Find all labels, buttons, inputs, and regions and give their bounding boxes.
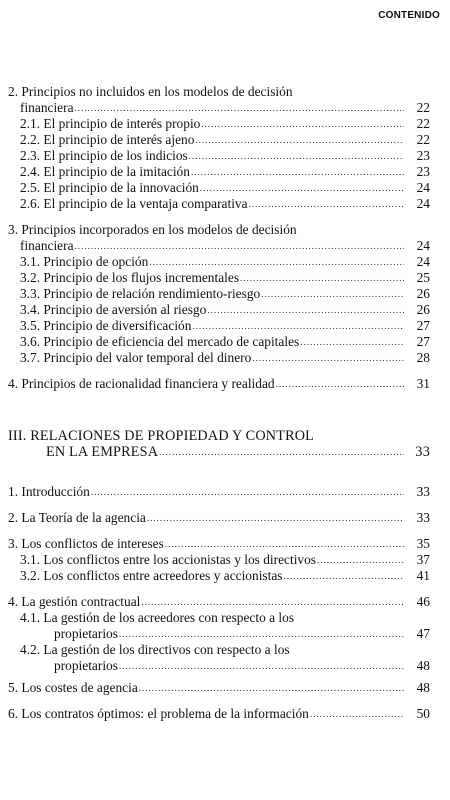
toc-entry-page-number: 24 <box>416 254 430 269</box>
toc-entry-title: financiera <box>20 238 74 253</box>
toc-entry-first-line: III. RELACIONES DE PROPIEDAD Y CONTROL <box>8 428 315 444</box>
dot-leader <box>252 350 404 366</box>
dot-leader <box>200 180 404 196</box>
toc-entry-title: 2.2. El principio de interés ajeno <box>20 132 195 147</box>
toc-entry-first-line: 4.1. La gestión de los acreedores con respecto a los <box>20 610 295 625</box>
toc-entry-title: 1. Introducción <box>8 484 90 499</box>
toc-entry-page-number: 24 <box>416 238 430 253</box>
dot-leader <box>207 302 404 318</box>
toc-entry-page-number: 33 <box>416 510 430 525</box>
toc-entry-title: 3.1. Principio de opción <box>20 254 149 269</box>
toc-entry-page-number: 33 <box>416 484 430 499</box>
dot-leader <box>276 376 404 392</box>
toc-entry-page-number: 28 <box>416 350 430 365</box>
toc-entry-title: propietarios <box>54 658 118 673</box>
toc-entry-page-number: 33 <box>415 444 430 460</box>
dot-leader <box>192 318 404 334</box>
toc-entry-title: 2.1. El principio de interés propio <box>20 116 201 131</box>
toc-entry-title: 4. Principios de racionalidad financiera y realidad <box>8 376 275 391</box>
dot-leader <box>310 706 404 722</box>
toc-entry-title: 3.3. Principio de relación rendimiento-riesgo <box>20 286 261 301</box>
toc-entry-title: 2.3. El principio de los indicios <box>20 148 188 163</box>
toc-entry-title: 3.5. Principio de diversificación <box>20 318 192 333</box>
dot-leader <box>240 270 404 286</box>
toc-entry-page-number: 47 <box>416 626 430 641</box>
dot-leader <box>119 626 404 642</box>
toc-entry-page-number: 27 <box>416 318 430 333</box>
dot-leader <box>91 484 404 500</box>
toc-entry-title: 5. Los costes de agencia <box>8 680 138 695</box>
dot-leader <box>147 510 404 526</box>
toc-entry-title: 3.2. Los conflictos entre acreedores y accionistas <box>20 568 283 583</box>
running-head: CONTENIDO <box>378 10 440 21</box>
toc-entry-title: 3.6. Principio de eficiencia del mercado de capitales <box>20 334 300 349</box>
toc-entry-title: 2.5. El principio de la innovación <box>20 180 199 195</box>
dot-leader <box>201 116 404 132</box>
dot-leader <box>191 164 404 180</box>
dot-leader <box>159 444 404 460</box>
toc-entry-page-number: 22 <box>416 132 430 147</box>
dot-leader <box>119 658 404 674</box>
toc-entry-title: propietarios <box>54 626 118 641</box>
dot-leader <box>195 132 404 148</box>
toc-entry-title: 2.4. El principio de la imitación <box>20 164 190 179</box>
toc-entry-title: 3.1. Los conflictos entre los accionistas y los directivos <box>20 552 317 567</box>
toc-entry-page-number: 41 <box>416 568 430 583</box>
toc-entry-page-number: 25 <box>416 270 430 285</box>
toc-entry-title: 2.6. El principio de la ventaja comparativa <box>20 196 248 211</box>
dot-leader <box>75 100 404 116</box>
toc-entry-page-number: 23 <box>416 164 430 179</box>
toc-entry-title: 3. Los conflictos de intereses <box>8 536 164 551</box>
toc-entry-title: 3.7. Principio del valor temporal del dinero <box>20 350 252 365</box>
toc-entry-page-number: 27 <box>416 334 430 349</box>
dot-leader <box>141 594 404 610</box>
toc-entry-title: 3.2. Principio de los flujos incrementales <box>20 270 240 285</box>
toc-entry-page-number: 23 <box>416 148 430 163</box>
dot-leader <box>75 238 404 254</box>
dot-leader <box>300 334 404 350</box>
toc-entry-first-line: 2. Principios no incluidos en los modelos de decisión <box>8 84 293 99</box>
toc-entry-page-number: 35 <box>416 536 430 551</box>
dot-leader <box>149 254 404 270</box>
toc-entry-title: EN LA EMPRESA <box>46 444 159 460</box>
toc-entry-title: financiera <box>20 100 74 115</box>
toc-entry-title: 3.4. Principio de aversión al riesgo <box>20 302 207 317</box>
dot-leader <box>249 196 404 212</box>
toc-entry-first-line: 3. Principios incorporados en los modelos de decisión <box>8 222 297 237</box>
toc-entry-page-number: 24 <box>416 196 430 211</box>
toc-entry-page-number: 46 <box>416 594 430 609</box>
toc-entry-page-number: 22 <box>416 100 430 115</box>
toc-entry-title: 6. Los contratos óptimos: el problema de la información <box>8 706 309 721</box>
toc-entry-title: 4. La gestión contractual <box>8 594 141 609</box>
toc-entry-page-number: 50 <box>416 706 430 721</box>
toc-entry-page-number: 24 <box>416 180 430 195</box>
toc-entry-title: 2. La Teoría de la agencia <box>8 510 146 525</box>
dot-leader <box>261 286 404 302</box>
toc-entry-page-number: 22 <box>416 116 430 131</box>
dot-leader <box>284 568 404 584</box>
toc-entry-page-number: 48 <box>416 658 430 673</box>
toc-entry-page-number: 37 <box>416 552 430 567</box>
dot-leader <box>317 552 404 568</box>
toc-entry-page-number: 31 <box>416 376 430 391</box>
toc-entry-page-number: 26 <box>416 286 430 301</box>
toc-entry-first-line: 4.2. La gestión de los directivos con respecto a los <box>20 642 290 657</box>
dot-leader <box>139 680 404 696</box>
toc-entry-page-number: 26 <box>416 302 430 317</box>
dot-leader <box>165 536 404 552</box>
dot-leader <box>189 148 404 164</box>
toc-entry-page-number: 48 <box>416 680 430 695</box>
